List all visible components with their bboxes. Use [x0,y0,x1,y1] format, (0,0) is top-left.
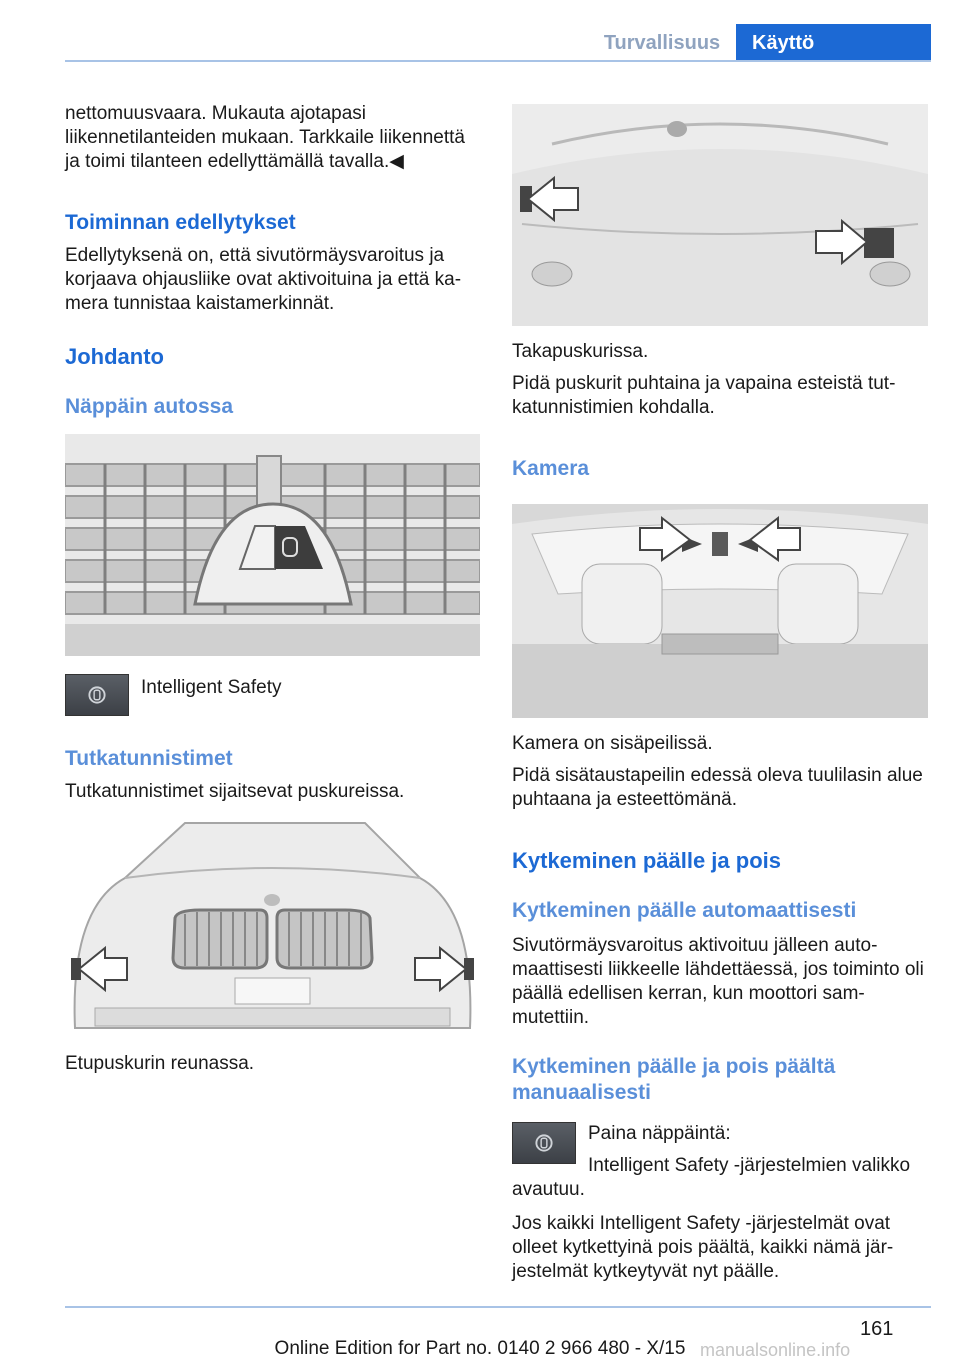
heading-switch-automatic: Kytkeminen päälle automaattisesti [512,899,857,922]
automatic-paragraph: Sivutörmäysvaroitus aktivoituu jälleen automaattisesti liikkeelle lähdettäessä, jos toiminto oli päällä edellisen kerran, kun moottori sammutettiin. [512,935,924,1028]
requirements-paragraph: Edellytyksenä on, että sivutörmäysvaroitus ja korjaava ohjausliike ovat aktivoituina ja että kamera tunnistaa kaistamerkinnät. [65,245,462,314]
camera-paragraph: Pidä sisätaustapeilin edessä oleva tuulilasin alue puhtaana ja esteettömänä. [512,765,923,810]
intro-paragraph: nettomuusvaara. Mukauta ajotapasi liikennetilanteiden mukaan. Tarkkaile liikennettä ja toimi tilanteen edellyttämällä tavalla.◀ [65,103,465,172]
rear-bumper-paragraph: Pidä puskurit puhtaina ja vapaina esteistä tutkatunnistimien kohdalla. [512,373,896,418]
heading-switch-on-off: Kytkeminen päälle ja pois [512,848,781,873]
all-systems-paragraph: Jos kaikki Intelligent Safety -järjestelmät ovat olleet kytkettyinä pois päältä, kaikki nämä järjestelmät kytkeytyvät nyt päälle. [512,1213,894,1282]
header-section-tab: Turvallisuus [603,31,721,54]
heading-button-in-car: Näppäin autossa [65,395,234,418]
camera-caption: Kamera on sisäpeilissä. [512,733,713,754]
footer-rule [65,1306,931,1308]
press-button-text: Paina näppäintä: [588,1123,731,1144]
rear-bumper-caption: Takapuskurissa. [512,341,649,362]
grille-button-image [65,434,480,656]
front-bumper-caption: Etupuskurin reunassa. [65,1053,255,1074]
radar-paragraph: Tutkatunnistimet sijaitsevat puskureissa. [65,781,405,802]
camera-interior-image [512,504,928,718]
button-label: Intelligent Safety [141,677,282,698]
intelligent-safety-button-icon [65,674,129,716]
heading-switch-manual: Kytkeminen päälle ja pois päältä manuaalisesti [512,1055,836,1104]
rear-bumper-image [512,104,928,326]
watermark: manualsonline.info [700,1340,851,1360]
footer-edition: Online Edition for Part no. 0140 2 966 480 - X/15 [274,1338,686,1359]
heading-camera: Kamera [512,457,590,480]
header-chapter-tab: Käyttö [736,24,931,62]
front-bumper-image [65,818,480,1040]
heading-requirements: Toiminnan edellytykset [65,211,296,234]
header-rule [65,60,931,62]
page-number: 161 [860,1318,894,1340]
heading-introduction: Johdanto [65,344,164,369]
heading-radar-sensors: Tutkatunnistimet [65,747,233,770]
menu-opens-paragraph: Intelligent Safety -järjestelmien valikko avautuu. [512,1155,911,1200]
